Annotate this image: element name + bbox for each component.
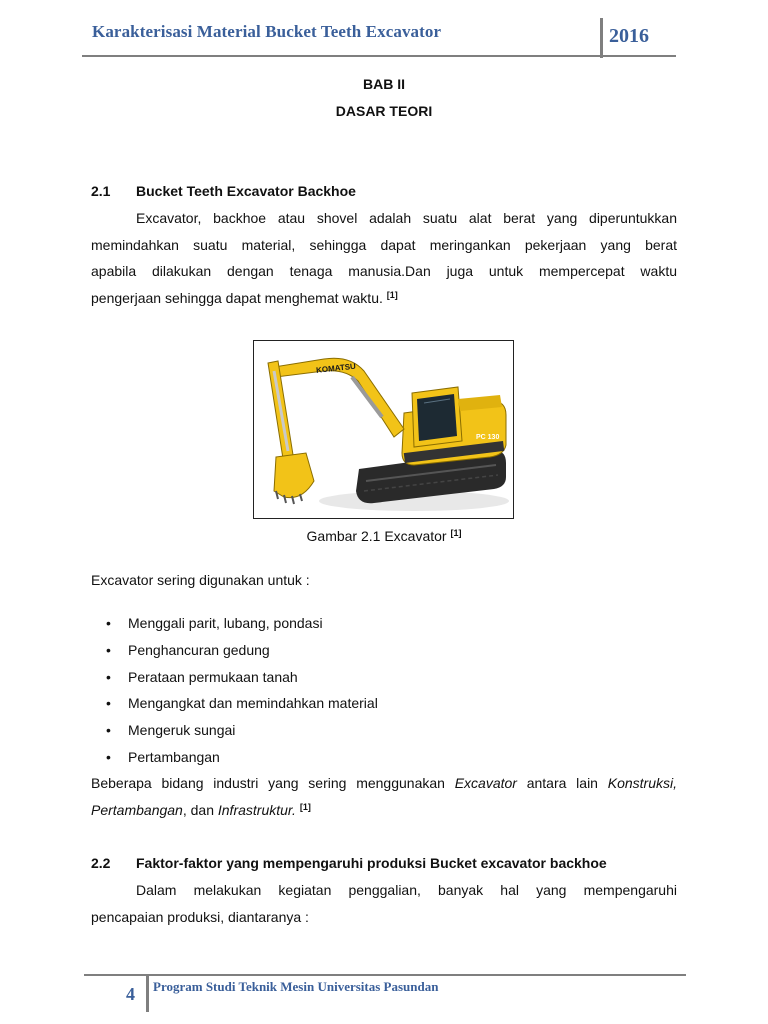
list-item: • Perataan permukaan tanah xyxy=(106,668,298,685)
section-2-2-paragraph xyxy=(91,877,677,930)
section-number-2-2: 2.2 xyxy=(91,855,111,871)
citation: [1] xyxy=(299,801,311,812)
footer-rule xyxy=(84,974,686,976)
list-item: • Penghancuran gedung xyxy=(106,642,270,659)
document-header-title: Karakterisasi Material Bucket Teeth Excavator xyxy=(92,22,442,41)
section-title-2-2: Faktor-faktor yang mempengaruhi produksi Bucket excavator backhoe xyxy=(136,855,607,871)
uses-intro: Excavator sering digunakan untuk : xyxy=(91,572,310,588)
paragraph-line: apabila dilakukan dengan tenaga manusia.Dan juga untuk mempercepat waktu xyxy=(91,263,677,279)
section-title-2-1: Bucket Teeth Excavator Backhoe xyxy=(136,183,356,199)
header-divider-vertical xyxy=(600,18,603,58)
excavator-figure xyxy=(253,340,514,519)
paragraph-line: Beberapa bidang industri yang sering menggunakan Excavator antara lain Konstruksi, xyxy=(91,775,677,791)
industries-paragraph xyxy=(91,770,677,823)
brand-label: KOMATSU xyxy=(315,361,357,375)
paragraph-line: Excavator, backhoe atau shovel adalah suatu alat berat yang diperuntukkan xyxy=(136,210,677,226)
citation: [1] xyxy=(386,289,398,300)
footer-text: Program Studi Teknik Mesin Universitas Pasundan xyxy=(153,979,439,994)
list-item: • Mengangkat dan memindahkan material xyxy=(106,695,378,712)
list-item: • Mengeruk sungai xyxy=(106,722,236,739)
citation: [1] xyxy=(450,528,462,538)
paragraph-line: Dalam melakukan kegiatan penggalian, banyak hal yang mempengaruhi xyxy=(136,882,677,898)
section-2-1-paragraph xyxy=(91,205,677,311)
figure-caption: Gambar 2.1 Excavator [1] xyxy=(306,528,462,544)
page-number: 4 xyxy=(126,984,135,1004)
paragraph-line: pengerjaan sehingga dapat menghemat waktu. [1] xyxy=(91,289,398,306)
model-label: PC 130 xyxy=(476,434,500,441)
document-header-year: 2016 xyxy=(609,25,649,47)
list-item: • Pertambangan xyxy=(106,748,220,765)
chapter-label: BAB II xyxy=(363,76,405,92)
chapter-title: DASAR TEORI xyxy=(335,103,433,119)
footer-divider-vertical xyxy=(146,974,149,1012)
excavator-illustration xyxy=(254,341,513,518)
paragraph-line: Pertambangan, dan Infrastruktur. [1] xyxy=(91,801,311,818)
list-item: • Menggali parit, lubang, pondasi xyxy=(106,615,323,632)
paragraph-line: pencapaian produksi, diantaranya : xyxy=(91,908,309,925)
header-rule xyxy=(82,55,676,57)
section-number-2-1: 2.1 xyxy=(91,183,111,199)
uses-list xyxy=(106,610,378,770)
paragraph-line: memindahkan suatu material, sehingga dapat meringankan pekerjaan yang berat xyxy=(91,236,677,253)
